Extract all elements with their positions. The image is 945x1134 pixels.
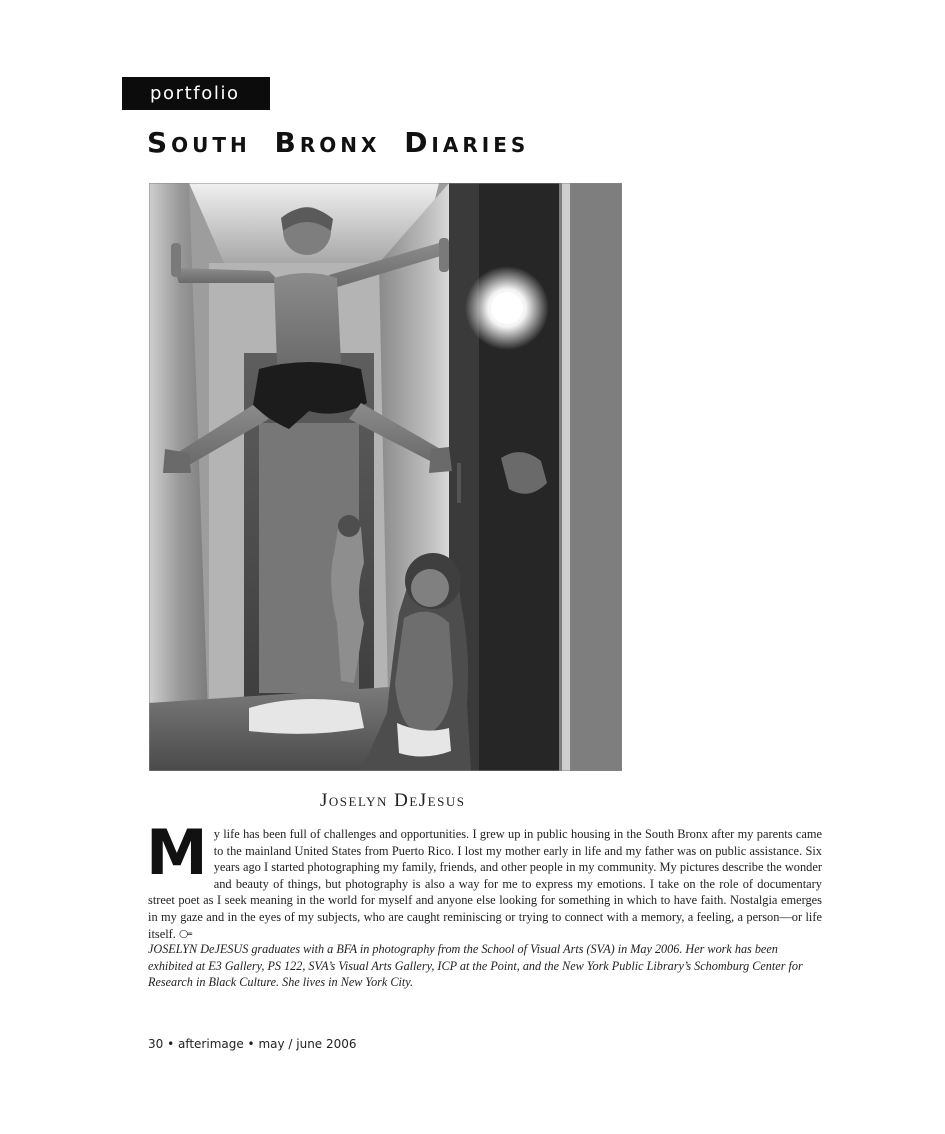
article-body	[146, 816, 822, 942]
body-paragraph: y life has been full of challenges and opportunities. I grew up in public housing in the South Bronx after my parents came to the mainland United States from Puerto Rico. I lost my mother early in life and my father was on public assistance. Six years ago I started photographing my family, friends, and other people in my community. My pictures describe the wonder and beauty of things, but photography is also a way for me to express my emotions. I take on the role of documentary street poet as I seek meaning in the world for myself and anyone else looking for something in which to have faith. Nostalgia emerges in my gaze and in the eyes of my subjects, who are caught reminiscing or trying to connect with a memory, a feeling, a person—or life itself.	[148, 827, 822, 941]
section-tab-label: portfolio	[150, 83, 240, 104]
section-tab	[122, 77, 270, 110]
article-photo	[149, 183, 622, 771]
article-title: South Bronx Diaries	[147, 126, 530, 159]
end-mark-icon: ⧃	[178, 926, 193, 941]
drop-cap: M	[146, 816, 208, 889]
page-folio: 30 • afterimage • may / june 2006	[148, 1037, 357, 1051]
author-byline: Joselyn DeJesus	[320, 790, 466, 811]
author-bio: JOSELYN DeJESUS graduates with a BFA in photography from the School of Visual Arts (SVA) in May 2006. Her work has been exhibited at E3 Gallery, PS 122, SVA’s Visual Arts Gallery, ICP at the Point, and the New York Public Library’s Schomburg Center for Research in Black Culture. She lives in New York City.	[148, 942, 803, 990]
